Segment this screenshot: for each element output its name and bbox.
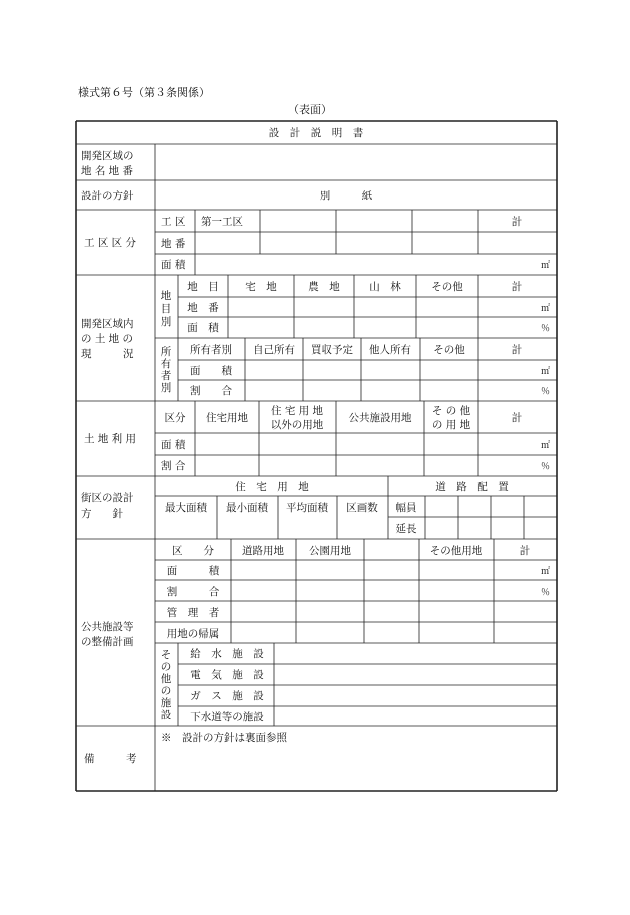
block-design-col-min: 最小面積 [226, 502, 268, 514]
kaihatsu-area-label-line1: 開発区域の [81, 150, 134, 162]
by-owner-char3: 者 [160, 370, 172, 382]
page-side-label: （表面） [288, 103, 332, 116]
by-owner-char1: 所 [160, 346, 172, 358]
category-header-chimoku: 地 目 [187, 281, 219, 293]
category-row-area: 面 積 [187, 322, 219, 334]
work-area-label: 工 区 区 分 [84, 237, 137, 249]
land-use-header-nonres-line1: 住 宅 用 地 [270, 405, 324, 417]
other-row-sewer: 下水道等の施設 [190, 711, 264, 723]
other-facilities-char3: 他 [160, 673, 172, 685]
land-use-header-public: 公共施設用地 [348, 412, 412, 424]
by-owner-char2: 有 [160, 358, 172, 370]
by-category-char1: 地 [160, 290, 172, 302]
owner-row-area: 面 積 [190, 365, 232, 377]
other-row-gas: ガ ス 施 設 [190, 690, 264, 702]
work-area-row-lot: 地 番 [161, 238, 186, 250]
land-use-unit-sqm: ㎡ [540, 441, 550, 451]
block-design-road-length: 延長 [395, 523, 417, 535]
block-design-col-count: 区画数 [346, 502, 378, 514]
public-row-ownership: 用地の帰属 [166, 628, 220, 640]
other-row-water: 給 水 施 設 [190, 648, 264, 660]
category-unit-sqm: ㎡ [540, 304, 550, 314]
block-design-label-line1: 街区の設計 [81, 492, 134, 504]
public-row-area: 面 積 [166, 565, 220, 577]
by-category-char2: 目 [160, 303, 172, 315]
land-status-label-line1: 開発区域内 [81, 318, 134, 330]
category-header-nouchi: 農 地 [308, 281, 340, 293]
land-use-header-residential: 住宅用地 [206, 412, 248, 424]
land-use-header-kubun: 区分 [164, 412, 186, 424]
work-area-row-area: 面 積 [161, 259, 186, 271]
block-design-residential: 住 宅 用 地 [235, 481, 309, 493]
public-facilities-label-line1: 公共施設等 [81, 621, 134, 633]
form-number: 様式第６号（第３条関係） [78, 86, 210, 99]
land-use-header-total: 計 [511, 412, 523, 424]
category-header-sanrin: 山 林 [369, 281, 401, 293]
owner-header-other: その他 [433, 344, 465, 356]
kaihatsu-area-label-line2: 地 名 地 番 [81, 165, 134, 177]
category-header-other: その他 [431, 281, 463, 293]
land-use-header-other-line1: そ の 他 [431, 405, 471, 417]
land-use-row-ratio: 割 合 [161, 460, 186, 472]
other-facilities-char5: 施 [160, 697, 172, 709]
public-unit-percent: ％ [540, 588, 550, 598]
block-design-col-max: 最大面積 [165, 502, 207, 514]
block-design-col-avg: 平均面積 [286, 502, 328, 514]
other-facilities-char4: の [160, 685, 172, 697]
public-unit-sqm: ㎡ [540, 567, 550, 577]
owner-header-others: 他人所有 [369, 344, 411, 356]
land-status-label-line3: 現 況 [81, 348, 134, 360]
owner-unit-percent: ％ [540, 387, 550, 397]
land-use-header-nonres-line2: 以外の用地 [270, 419, 324, 431]
public-header-kubun: 区 分 [172, 545, 214, 557]
block-design-road-width: 幅員 [395, 502, 417, 514]
public-facilities-label-line2: の整備計画 [81, 636, 134, 648]
remarks-note: ※ 設計の方針は裏面参照 [161, 732, 287, 744]
public-row-ratio: 割 合 [166, 586, 220, 598]
owner-header-purchase: 買収予定 [311, 344, 353, 356]
other-facilities-char6: 設 [160, 709, 172, 721]
owner-header-label: 所有者別 [190, 344, 232, 356]
public-header-other: その他用地 [429, 545, 483, 557]
block-design-label-line2: 方 針 [81, 508, 123, 520]
owner-row-ratio: 割 合 [190, 385, 232, 397]
by-category-char3: 別 [160, 316, 172, 328]
public-header-total: 計 [519, 545, 531, 557]
design-policy-label: 設計の方針 [81, 190, 134, 202]
land-use-header-other-line2: の 用 地 [431, 419, 471, 431]
category-unit-percent: ％ [540, 324, 550, 334]
owner-unit-sqm: ㎡ [540, 367, 550, 377]
category-row-lot: 地 番 [187, 302, 219, 314]
land-status-label-line2: の 土 地 の [81, 333, 134, 345]
other-facilities-char1: そ [160, 649, 172, 661]
remarks-label: 備 考 [84, 753, 137, 765]
by-owner-char4: 別 [160, 382, 172, 394]
owner-header-self: 自己所有 [253, 344, 295, 356]
other-row-electric: 電 気 施 設 [190, 669, 264, 681]
land-use-label: 土 地 利 用 [84, 433, 137, 445]
land-use-unit-percent: ％ [540, 462, 550, 472]
public-header-road: 道路用地 [242, 545, 284, 557]
form-title: 設 計 説 明 書 [268, 127, 364, 139]
owner-header-total: 計 [511, 344, 523, 356]
form-grid [76, 121, 557, 791]
public-row-manager: 管 理 者 [166, 607, 220, 619]
category-header-total: 計 [511, 281, 523, 293]
work-area-row-zone: 工 区 [161, 216, 186, 228]
design-policy-value: 別 紙 [319, 190, 373, 202]
other-facilities-char2: の [160, 661, 172, 673]
category-header-takuchi: 宅 地 [245, 281, 277, 293]
work-area-first-zone: 第一工区 [201, 216, 243, 228]
public-header-park: 公園用地 [309, 545, 351, 557]
land-use-row-area: 面 積 [161, 439, 186, 451]
block-design-road: 道 路 配 置 [435, 481, 509, 493]
work-area-total: 計 [511, 216, 523, 228]
work-area-unit: ㎡ [540, 261, 550, 271]
